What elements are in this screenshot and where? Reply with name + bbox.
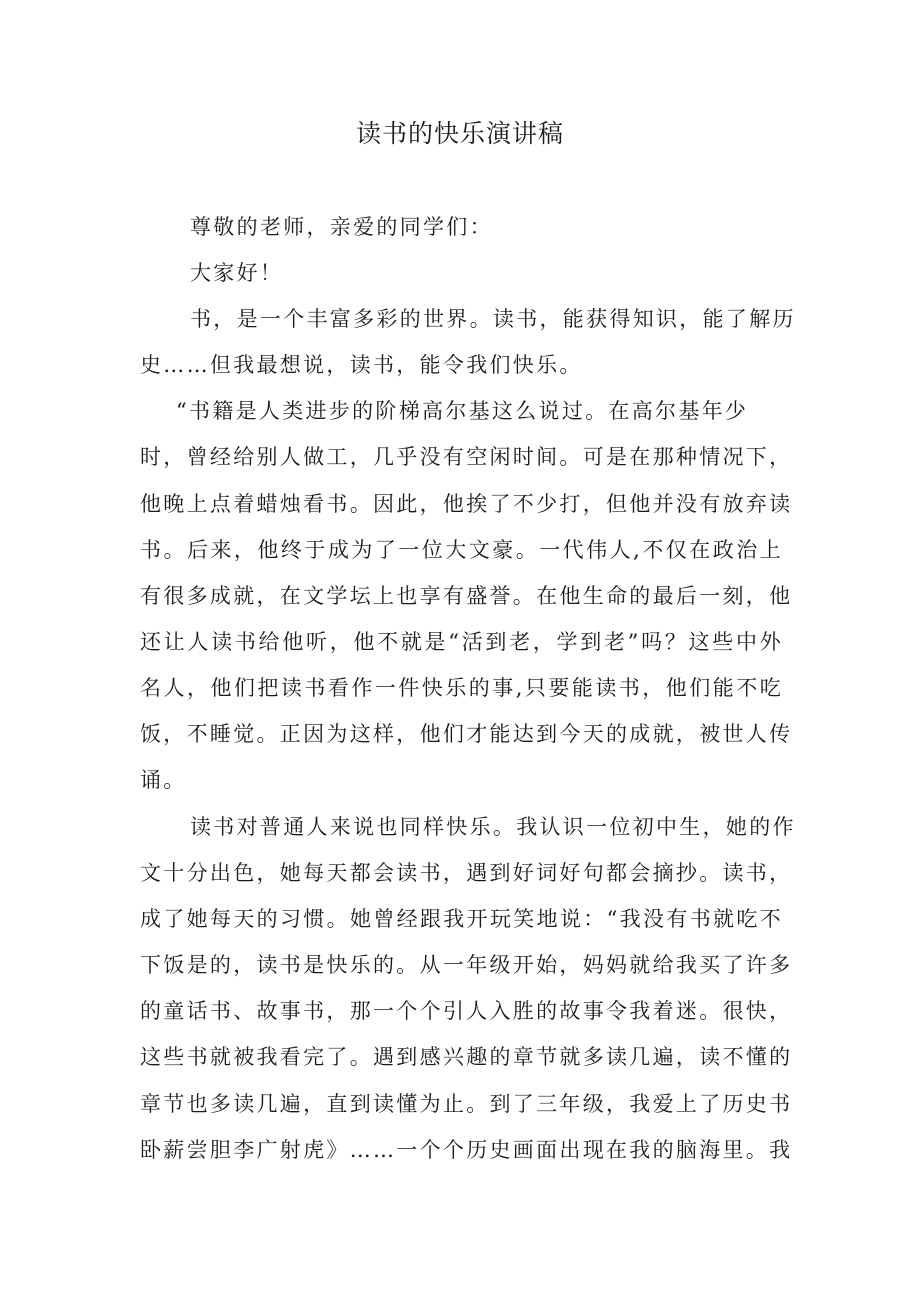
text-line: 史……但我最想说，读书，能令我们快乐。 xyxy=(140,353,583,377)
text-line: 诵。 xyxy=(140,768,187,792)
text-line: 还让人读书给他听，他不就是“活到老，学到老”吗？这些中外 xyxy=(140,630,783,654)
text-line: 饭，不睡觉。正因为这样，他们才能达到今天的成就，被世人传 xyxy=(140,722,793,746)
text-line: 章节也多读几遍，直到读懂为止。到了三年级，我爱上了历史书 xyxy=(140,1092,793,1116)
text-line: 时，曾经给别人做工，几乎没有空闲时间。可是在那种情况下， xyxy=(140,445,793,469)
text-line: 这些书就被我看完了。遇到感兴趣的章节就多读几遍，读不懂的 xyxy=(140,1045,793,1069)
text-line: 书。后来，他终于成为了一位大文豪。一代伟人,不仅在政治上 xyxy=(140,538,783,562)
text-line: 读书对普通人来说也同样快乐。我认识一位初中生，她的作 xyxy=(190,815,796,839)
text-line: 成了她每天的习惯。她曾经跟我开玩笑地说：“我没有书就吃不 xyxy=(140,907,783,931)
text-line: 尊敬的老师，亲爱的同学们： xyxy=(190,215,493,239)
page-title: 读书的快乐演讲稿 xyxy=(355,119,564,148)
text-line: 卧薪尝胆李广射虎》……一个个历史画面出现在我的脑海里。我 xyxy=(140,1138,793,1162)
text-line: 的童话书、故事书，那一个个引人入胜的故事令我着迷。很快， xyxy=(140,999,793,1023)
text-line: 文十分出色，她每天都会读书，遇到好词好句都会摘抄。读书， xyxy=(140,861,793,885)
text-line: 大家好！ xyxy=(190,261,284,285)
text-line: “书籍是人类进步的阶梯高尔基这么说过。在高尔基年少 xyxy=(176,399,749,423)
text-line: 下饭是的，读书是快乐的。从一年级开始，妈妈就给我买了许多 xyxy=(140,953,793,977)
text-line: 书，是一个丰富多彩的世界。读书，能获得知识，能了解历 xyxy=(190,307,796,331)
text-line: 他晚上点着蜡烛看书。因此，他挨了不少打，但他并没有放弃读 xyxy=(140,492,793,516)
text-line: 有很多成就，在文学坛上也享有盛誉。在他生命的最后一刻，他 xyxy=(140,584,793,608)
text-line: 名人，他们把读书看作一件快乐的事,只要能读书，他们能不吃 xyxy=(140,676,783,700)
